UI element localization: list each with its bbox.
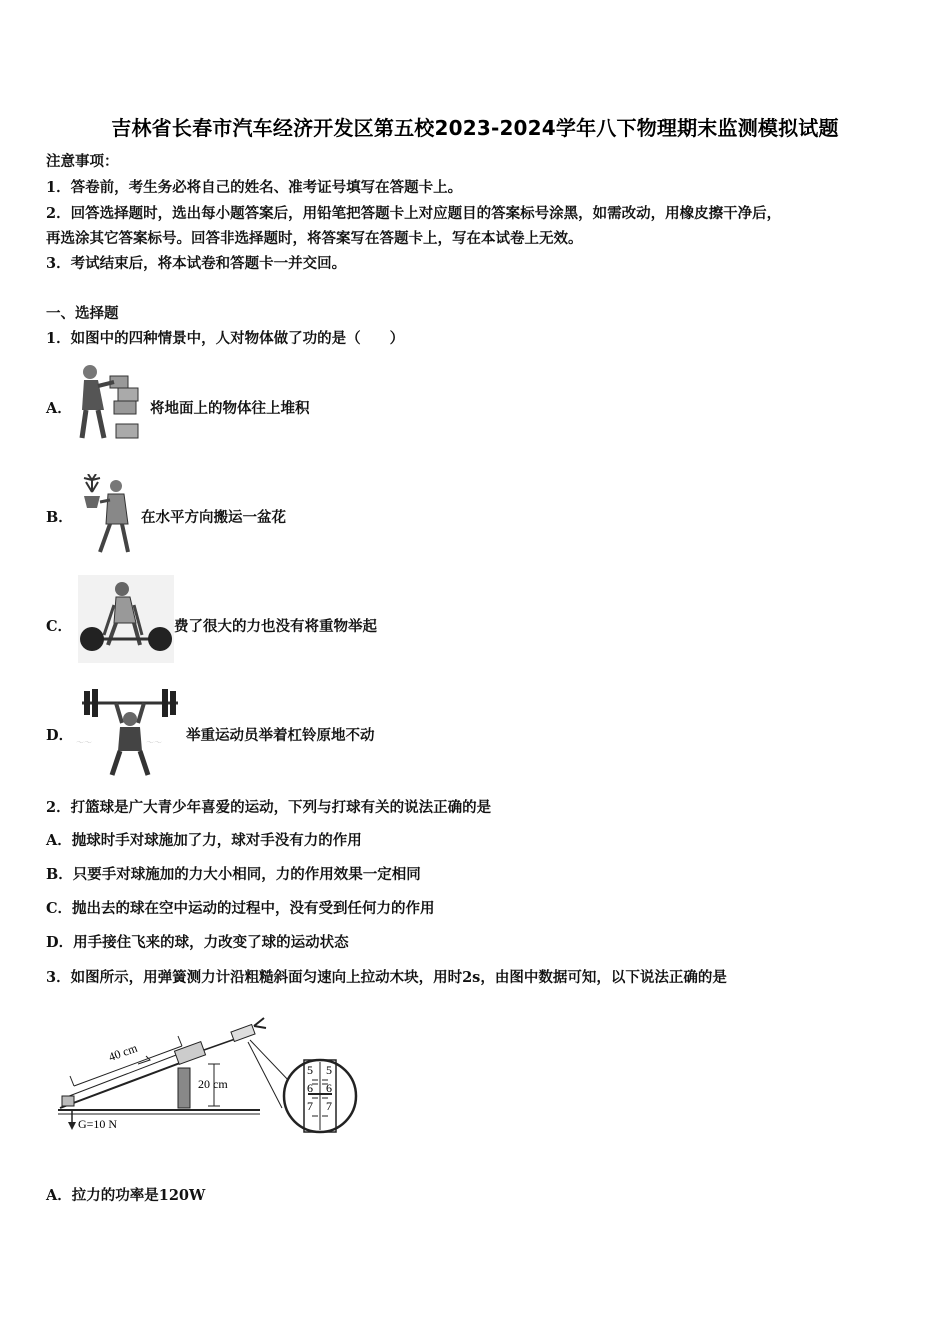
notice-heading: 注意事项：	[46, 153, 119, 170]
q1-option-c-text: 费了很大的力也没有将重物举起	[174, 618, 377, 635]
q1-option-d-letter: D．	[46, 727, 74, 744]
scale-number: 6	[307, 1081, 313, 1095]
scale-number: 5	[307, 1063, 313, 1077]
q2-option-d: D．用手接住飞来的球，力改变了球的运动状态	[46, 934, 349, 951]
svg-text:～～: ～～	[76, 738, 92, 747]
weight-label: G=10 N	[78, 1117, 118, 1131]
holding-barbell-illustration-icon	[76, 685, 184, 781]
carrying-flowerpot-illustration-icon	[78, 474, 136, 556]
q1-option-a-text: 将地面上的物体往上堆积	[150, 400, 310, 417]
q2-option-c: C．抛出去的球在空中运动的过程中，没有受到任何力的作用	[46, 900, 435, 917]
svg-text:～～: ～～	[146, 738, 162, 747]
notice-item: 3．考试结束后，将本试卷和答题卡一并交回。	[46, 255, 347, 272]
scale-number: 7	[307, 1099, 313, 1113]
q1-option-b-text: 在水平方向搬运一盆花	[141, 509, 286, 526]
q1-option-c-letter: C．	[46, 618, 73, 635]
section-heading: 一、选择题	[46, 305, 119, 322]
q2-option-b: B．只要手对球施加的力大小相同，力的作用效果一定相同	[46, 866, 421, 883]
question-3-stem: 3．如图所示，用弹簧测力计沿粗糙斜面匀速向上拉动木块，用时2s，由图中数据可知，以下说法正确的是	[46, 969, 727, 986]
scale-number: 7	[326, 1099, 332, 1113]
notice-item: 2．回答选择题时，选出每小题答案后，用铅笔把答题卡上对应题目的答案标号涂黑，如需改动，用橡皮擦干净后，	[46, 205, 782, 222]
inclined-plane-figure	[54, 1012, 364, 1148]
stacking-boxes-illustration-icon	[74, 362, 148, 446]
height-label: 20 cm	[198, 1077, 228, 1091]
slope-length-label: 40 cm	[106, 1040, 140, 1065]
failed-lift-illustration-icon	[78, 575, 174, 663]
scale-number: 5	[326, 1063, 332, 1077]
q1-option-b-letter: B．	[46, 509, 73, 526]
question-1-stem: 1．如图中的四种情景中，人对物体做了功的是（ ）	[46, 330, 405, 347]
notice-item: 1．答卷前，考生务必将自己的姓名、准考证号填写在答题卡上。	[46, 179, 463, 196]
q1-option-a-letter: A．	[46, 400, 72, 417]
question-2-stem: 2．打篮球是广大青少年喜爱的运动，下列与打球有关的说法正确的是	[46, 799, 492, 816]
q2-option-a: A．抛球时手对球施加了力，球对手没有力的作用	[46, 832, 362, 849]
q3-option-a: A．拉力的功率是120W	[46, 1187, 206, 1204]
q1-option-d-text: 举重运动员举着杠铃原地不动	[186, 727, 375, 744]
page-title: 吉林省长春市汽车经济开发区第五校2023-2024学年八下物理期末监测模拟试题	[111, 116, 839, 140]
notice-item: 再选涂其它答案标号。回答非选择题时，将答案写在答题卡上，写在本试卷上无效。	[46, 230, 583, 247]
scale-number: 6	[326, 1081, 332, 1095]
